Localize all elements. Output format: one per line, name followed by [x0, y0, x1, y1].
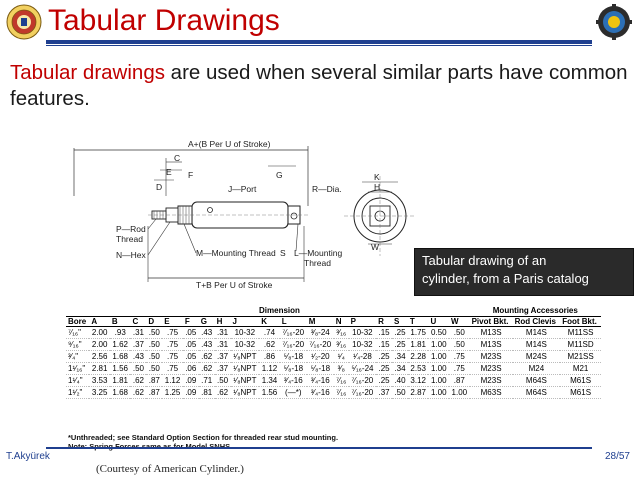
table-cell: .15: [376, 339, 392, 351]
table-cell: .62: [215, 387, 231, 399]
table-cell: ³⁄₄": [66, 351, 89, 363]
caption-box: [414, 248, 634, 296]
table-column-header: M: [307, 316, 334, 327]
table-cell: 1.68: [110, 387, 131, 399]
table-cell: .75: [449, 363, 470, 375]
table-cell: .25: [392, 327, 408, 339]
table-cell: .62: [130, 387, 146, 399]
table-cell: ⁷⁄₁₆-20: [349, 375, 376, 387]
table-column-header: E: [162, 316, 183, 327]
table-cell: .50: [146, 339, 162, 351]
table-cell: ³⁄₄-16: [280, 375, 307, 387]
table-cell: .31: [215, 327, 231, 339]
table-column-header: C: [130, 316, 146, 327]
table-cell: ³⁄₁₆: [334, 327, 349, 339]
table-cell: .87: [146, 387, 162, 399]
table-cell: 10-32: [349, 327, 376, 339]
table-cell: .86: [259, 351, 280, 363]
label-p-thread: Thread: [116, 234, 143, 244]
label-t: T+B Per U of Stroke: [196, 280, 273, 290]
table-cell: .62: [199, 351, 215, 363]
table-column-header: G: [199, 316, 215, 327]
table-cell: 1.25: [162, 387, 183, 399]
table-cell: 1¹⁄₄": [66, 375, 89, 387]
dimension-table-wrap: [66, 306, 601, 399]
table-cell: ⁷⁄₁₆-20: [280, 327, 307, 339]
table-cell: 1.75: [408, 327, 429, 339]
table-note-1: *Unthreaded; see Standard Option Section for threaded rear stud mounting.: [68, 433, 339, 442]
table-cell: .31: [130, 327, 146, 339]
table-cell: .34: [392, 351, 408, 363]
footer-page-number: 28/57: [604, 451, 630, 462]
caption-line-1: Tabular drawing of an: [422, 253, 547, 268]
table-cell: ⁵⁄₈-18: [307, 363, 334, 375]
table-cell: .50: [146, 363, 162, 375]
table-cell: .40: [392, 375, 408, 387]
table-cell: 1.62: [110, 339, 131, 351]
label-j: J—Port: [228, 184, 257, 194]
highlight-term: Tabular drawings: [10, 61, 165, 84]
label-c: C: [174, 153, 181, 163]
table-cell: .37: [215, 351, 231, 363]
table-cell: ¹⁄₈NPT: [231, 351, 260, 363]
table-cell: M63S: [470, 387, 513, 399]
body-rest: are used when several similar parts have common features.: [10, 61, 628, 110]
table-cell: M24S: [513, 351, 561, 363]
footer-rule: [46, 447, 592, 449]
table-cell: .75: [162, 351, 183, 363]
table-cell: .05: [183, 327, 199, 339]
table-cell: .25: [376, 375, 392, 387]
table-cell: 1.12: [162, 375, 183, 387]
university-seal-icon: [6, 4, 42, 40]
dimension-table: [66, 306, 601, 399]
body-text: [10, 60, 630, 112]
table-column-header: R: [376, 316, 392, 327]
table-cell: .62: [130, 375, 146, 387]
table-cell: M64S: [513, 375, 561, 387]
table-row: [66, 339, 601, 351]
table-cell: ⁹⁄₁₆": [66, 339, 89, 351]
table-cell: .37: [130, 339, 146, 351]
table-cell: .43: [199, 339, 215, 351]
table-group-spacer: [66, 306, 89, 316]
table-cell: M61S: [560, 375, 601, 387]
label-r: R—Dia.: [312, 184, 342, 194]
table-column-header: Bore: [66, 316, 89, 327]
table-cell: 1.68: [110, 351, 131, 363]
table-row: [66, 327, 601, 339]
table-cell: 1¹⁄₂": [66, 387, 89, 399]
label-s: S: [280, 248, 286, 258]
table-cell: ³⁄₁₆: [334, 339, 349, 351]
table-cell: M13S: [470, 327, 513, 339]
table-cell: 2.00: [89, 327, 110, 339]
table-cell: ⁷⁄₁₆-20: [349, 387, 376, 399]
table-cell: .50: [449, 327, 470, 339]
table-cell: .34: [392, 363, 408, 375]
table-cell: 1.00: [449, 387, 470, 399]
gear-emblem-icon: [596, 4, 632, 40]
label-m: M—Mounting Thread: [196, 248, 276, 258]
table-cell: 1.56: [110, 363, 131, 375]
table-cell: 1¹⁄₁₆": [66, 363, 89, 375]
table-cell: ¹⁄₈NPT: [231, 375, 260, 387]
table-cell: 2.00: [89, 339, 110, 351]
label-h: H: [374, 182, 381, 192]
table-cell: 1.00: [428, 351, 449, 363]
table-cell: 2.53: [408, 363, 429, 375]
table-cell: .93: [110, 327, 131, 339]
table-cell: 1.00: [428, 339, 449, 351]
table-cell: .50: [215, 375, 231, 387]
table-cell: .50: [130, 363, 146, 375]
table-cell: .62: [199, 363, 215, 375]
table-cell: ⁵⁄₈-18: [280, 363, 307, 375]
table-cell: .15: [376, 327, 392, 339]
label-k: K: [374, 172, 380, 182]
table-cell: M14S: [513, 339, 561, 351]
table-cell: M23S: [470, 375, 513, 387]
table-cell: ⁷⁄₁₆": [66, 327, 89, 339]
table-cell: ¹⁄₄: [334, 351, 349, 363]
title-rule: [46, 40, 592, 44]
table-cell: ⁵⁄₈-18: [280, 351, 307, 363]
table-column-header: Pivot Bkt.: [470, 316, 513, 327]
footer-author: T.Akyürek: [6, 451, 50, 462]
table-cell: .25: [392, 339, 408, 351]
table-cell: ¹⁄₂-20: [307, 351, 334, 363]
table-cell: 3.25: [89, 387, 110, 399]
table-column-header: H: [215, 316, 231, 327]
table-column-header: A: [89, 316, 110, 327]
table-column-header: F: [183, 316, 199, 327]
table-cell: .75: [162, 327, 183, 339]
table-cell: .50: [146, 327, 162, 339]
table-cell: .50: [392, 387, 408, 399]
table-cell: .50: [146, 351, 162, 363]
table-cell: (—*): [280, 387, 307, 399]
table-cell: 10-32: [349, 339, 376, 351]
table-cell: M21: [560, 363, 601, 375]
table-cell: .74: [259, 327, 280, 339]
label-l-mounting: L—Mounting: [294, 248, 343, 258]
table-cell: ³⁄₈-24: [307, 327, 334, 339]
table-cell: .25: [376, 351, 392, 363]
table-cell: .31: [215, 339, 231, 351]
table-cell: 1.81: [408, 339, 429, 351]
table-cell: .06: [183, 363, 199, 375]
table-cell: ¹⁄₈NPT: [231, 363, 260, 375]
caption-line-2: cylinder, from a Paris catalog: [422, 271, 589, 286]
table-cell: M23S: [470, 351, 513, 363]
table-cell: ⁷⁄₁₆-20: [307, 339, 334, 351]
table-cell: .43: [130, 351, 146, 363]
table-cell: 1.12: [259, 363, 280, 375]
table-column-header: Foot Bkt.: [560, 316, 601, 327]
table-cell: .43: [199, 327, 215, 339]
table-cell: 2.56: [89, 351, 110, 363]
label-w: W: [371, 242, 380, 252]
table-column-header: D: [146, 316, 162, 327]
courtesy-credit: (Courtesy of American Cylinder.): [96, 463, 244, 475]
table-column-header: W: [449, 316, 470, 327]
label-n: N—Hex: [116, 250, 146, 260]
label-g: G: [276, 170, 283, 180]
table-cell: 1.81: [110, 375, 131, 387]
table-group-header: Dimension: [89, 306, 469, 316]
table-column-header: N: [334, 316, 349, 327]
label-d: D: [156, 182, 163, 192]
table-cell: .50: [449, 339, 470, 351]
table-cell: 2.81: [89, 363, 110, 375]
table-column-header-row: [66, 316, 601, 327]
table-row: [66, 375, 601, 387]
table-cell: .75: [162, 363, 183, 375]
table-cell: 1.00: [428, 375, 449, 387]
table-cell: .75: [449, 351, 470, 363]
table-cell: M64S: [513, 387, 561, 399]
table-row: [66, 387, 601, 399]
table-cell: 3.12: [408, 375, 429, 387]
label-l-thread: Thread: [304, 258, 331, 268]
table-column-header: K: [259, 316, 280, 327]
table-column-header: B: [110, 316, 131, 327]
table-cell: .37: [376, 387, 392, 399]
table-cell: .87: [146, 375, 162, 387]
label-a: A+(B Per U of Stroke): [188, 139, 271, 149]
table-cell: 2.28: [408, 351, 429, 363]
table-cell: ³⁄₄-16: [307, 375, 334, 387]
table-cell: .05: [183, 339, 199, 351]
table-cell: .81: [199, 387, 215, 399]
table-cell: 3.53: [89, 375, 110, 387]
table-cell: .09: [183, 375, 199, 387]
table-cell: M11SD: [560, 339, 601, 351]
table-cell: 2.87: [408, 387, 429, 399]
table-row: [66, 363, 601, 375]
table-cell: ¹⁄₈NPT: [231, 387, 260, 399]
table-cell: .09: [183, 387, 199, 399]
table-cell: ⁷⁄₁₆: [334, 375, 349, 387]
table-cell: 1.00: [428, 363, 449, 375]
table-cell: .37: [215, 363, 231, 375]
table-body: [66, 327, 601, 399]
table-accessories-header: Mounting Accessories: [470, 306, 601, 316]
table-group-header-row: [66, 306, 601, 316]
page-title: Tabular Drawings: [48, 4, 280, 37]
table-row: [66, 351, 601, 363]
table-cell: ⁷⁄₁₆-20: [280, 339, 307, 351]
table-column-header: U: [428, 316, 449, 327]
table-column-header: L: [280, 316, 307, 327]
table-cell: ³⁄₄-16: [307, 387, 334, 399]
table-cell: M24: [513, 363, 561, 375]
table-cell: M21SS: [560, 351, 601, 363]
table-cell: M11SS: [560, 327, 601, 339]
table-cell: 1.00: [428, 387, 449, 399]
table-cell: 10-32: [231, 339, 260, 351]
table-cell: M61S: [560, 387, 601, 399]
table-cell: .87: [449, 375, 470, 387]
label-p-rod: P—Rod: [116, 224, 146, 234]
table-cell: .05: [183, 351, 199, 363]
table-cell: 1.34: [259, 375, 280, 387]
table-cell: 10-32: [231, 327, 260, 339]
title-rule-thin: [46, 45, 592, 46]
table-column-header: J: [231, 316, 260, 327]
table-cell: M23S: [470, 363, 513, 375]
table-cell: M14S: [513, 327, 561, 339]
label-f: F: [188, 170, 194, 180]
table-cell: M13S: [470, 339, 513, 351]
table-cell: ¹⁄₄-28: [349, 351, 376, 363]
table-cell: ⁵⁄₁₆-24: [349, 363, 376, 375]
table-cell: 1.56: [259, 387, 280, 399]
label-e: E: [166, 167, 172, 177]
table-column-header: P: [349, 316, 376, 327]
table-cell: .75: [162, 339, 183, 351]
table-cell: ⁷⁄₁₆: [334, 387, 349, 399]
table-cell: .25: [376, 363, 392, 375]
table-column-header: T: [408, 316, 429, 327]
table-column-header: Rod Clevis: [513, 316, 561, 327]
table-cell: 0.50: [428, 327, 449, 339]
table-column-header: S: [392, 316, 408, 327]
table-cell: .71: [199, 375, 215, 387]
table-cell: .62: [259, 339, 280, 351]
table-cell: ³⁄₈: [334, 363, 349, 375]
